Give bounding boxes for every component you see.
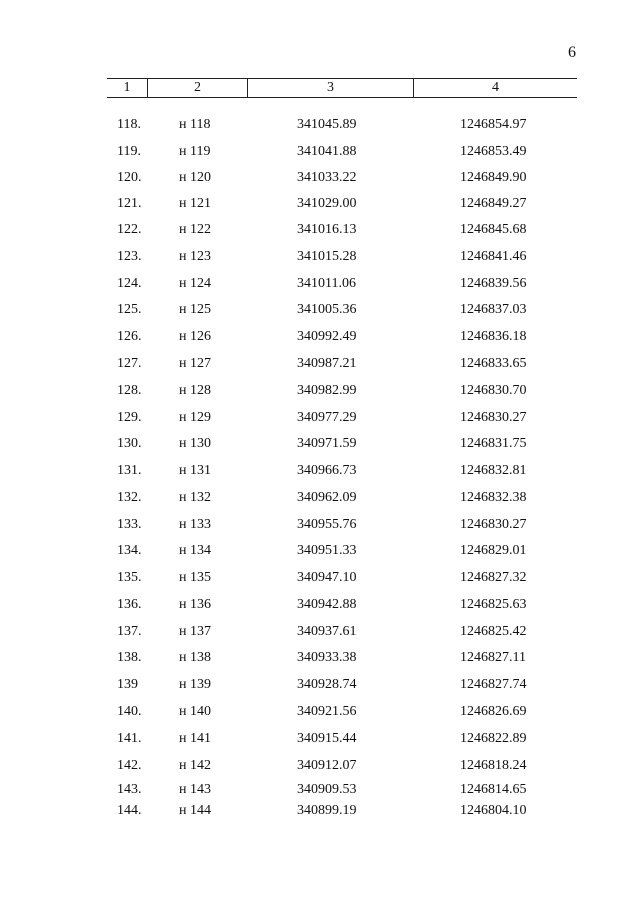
y-coordinate-cell: 1246827.11 xyxy=(460,650,526,665)
row-number-cell: 132. xyxy=(117,490,142,505)
y-coordinate-cell: 1246814.65 xyxy=(460,782,527,797)
point-id-cell: н 128 xyxy=(179,383,211,398)
point-id-cell: н 143 xyxy=(179,782,211,797)
y-coordinate-cell: 1246839.56 xyxy=(460,276,527,291)
row-number-cell: 134. xyxy=(117,543,142,558)
row-number-cell: 126. xyxy=(117,329,142,344)
x-coordinate-cell: 340942.88 xyxy=(297,597,357,612)
x-coordinate-cell: 341041.88 xyxy=(297,144,357,159)
y-coordinate-cell: 1246836.18 xyxy=(460,329,527,344)
y-coordinate-cell: 1246825.42 xyxy=(460,624,527,639)
point-id-cell: н 120 xyxy=(179,170,211,185)
point-id-cell: н 138 xyxy=(179,650,211,665)
point-id-cell: н 130 xyxy=(179,436,211,451)
column-header-4: 4 xyxy=(413,79,577,97)
row-number-cell: 137. xyxy=(117,624,142,639)
row-number-cell: 124. xyxy=(117,276,142,291)
point-id-cell: н 124 xyxy=(179,276,211,291)
point-id-cell: н 123 xyxy=(179,249,211,264)
x-coordinate-cell: 341015.28 xyxy=(297,249,357,264)
x-coordinate-cell: 340909.53 xyxy=(297,782,357,797)
row-number-cell: 140. xyxy=(117,704,142,719)
y-coordinate-cell: 1246829.01 xyxy=(460,543,527,558)
point-id-cell: н 141 xyxy=(179,731,211,746)
x-coordinate-cell: 340982.99 xyxy=(297,383,357,398)
column-header-1: 1 xyxy=(123,80,131,95)
x-coordinate-cell: 340899.19 xyxy=(297,803,357,818)
y-coordinate-cell: 1246827.32 xyxy=(460,570,527,585)
y-coordinate-cell: 1246830.70 xyxy=(460,383,527,398)
y-coordinate-cell: 1246830.27 xyxy=(460,517,527,532)
page-number: 6 xyxy=(568,44,576,61)
x-coordinate-cell: 341005.36 xyxy=(297,302,357,317)
row-number-cell: 130. xyxy=(117,436,142,451)
x-coordinate-cell: 340966.73 xyxy=(297,463,357,478)
x-coordinate-cell: 340992.49 xyxy=(297,329,357,344)
point-id-cell: н 127 xyxy=(179,356,211,371)
row-number-cell: 120. xyxy=(117,170,142,185)
x-coordinate-cell: 341033.22 xyxy=(297,170,357,185)
y-coordinate-cell: 1246804.10 xyxy=(460,803,527,818)
y-coordinate-cell: 1246837.03 xyxy=(460,302,527,317)
x-coordinate-cell: 340947.10 xyxy=(297,570,357,585)
y-coordinate-cell: 1246825.63 xyxy=(460,597,527,612)
x-coordinate-cell: 340937.61 xyxy=(297,624,357,639)
row-number-cell: 125. xyxy=(117,302,142,317)
y-coordinate-cell: 1246818.24 xyxy=(460,758,527,773)
point-id-cell: н 129 xyxy=(179,410,211,425)
point-id-cell: н 140 xyxy=(179,704,211,719)
point-id-cell: н 137 xyxy=(179,624,211,639)
row-number-cell: 136. xyxy=(117,597,142,612)
point-id-cell: н 135 xyxy=(179,570,211,585)
row-number-cell: 122. xyxy=(117,222,142,237)
row-number-cell: 121. xyxy=(117,196,142,211)
point-id-cell: н 125 xyxy=(179,302,211,317)
row-number-cell: 119. xyxy=(117,144,141,159)
row-number-cell: 138. xyxy=(117,650,142,665)
x-coordinate-cell: 340987.21 xyxy=(297,356,357,371)
x-coordinate-cell: 340933.38 xyxy=(297,650,357,665)
point-id-cell: н 121 xyxy=(179,196,211,211)
y-coordinate-cell: 1246830.27 xyxy=(460,410,527,425)
point-id-cell: н 139 xyxy=(179,677,211,692)
row-number-cell: 127. xyxy=(117,356,142,371)
column-header-2: 2 xyxy=(147,79,247,97)
row-number-cell: 141. xyxy=(117,731,142,746)
row-number-cell: 135. xyxy=(117,570,142,585)
x-coordinate-cell: 340928.74 xyxy=(297,677,357,692)
point-id-cell: н 144 xyxy=(179,803,211,818)
x-coordinate-cell: 340962.09 xyxy=(297,490,357,505)
point-id-cell: н 134 xyxy=(179,543,211,558)
point-id-cell: н 133 xyxy=(179,517,211,532)
x-coordinate-cell: 340921.56 xyxy=(297,704,357,719)
point-id-cell: н 118 xyxy=(179,117,211,132)
y-coordinate-cell: 1246841.46 xyxy=(460,249,527,264)
y-coordinate-cell: 1246827.74 xyxy=(460,677,527,692)
point-id-cell: н 119 xyxy=(179,144,211,159)
y-coordinate-cell: 1246833.65 xyxy=(460,356,527,371)
row-number-cell: 142. xyxy=(117,758,142,773)
x-coordinate-cell: 341045.89 xyxy=(297,117,357,132)
y-coordinate-cell: 1246854.97 xyxy=(460,117,527,132)
x-coordinate-cell: 341029.00 xyxy=(297,196,357,211)
row-number-cell: 129. xyxy=(117,410,142,425)
row-number-cell: 144. xyxy=(117,803,142,818)
point-id-cell: н 122 xyxy=(179,222,211,237)
row-number-cell: 128. xyxy=(117,383,142,398)
x-coordinate-cell: 340915.44 xyxy=(297,731,357,746)
x-coordinate-cell: 340951.33 xyxy=(297,543,357,558)
point-id-cell: н 142 xyxy=(179,758,211,773)
column-header-3: 3 xyxy=(247,79,413,97)
y-coordinate-cell: 1246832.38 xyxy=(460,490,527,505)
point-id-cell: н 131 xyxy=(179,463,211,478)
y-coordinate-cell: 1246831.75 xyxy=(460,436,527,451)
y-coordinate-cell: 1246849.27 xyxy=(460,196,527,211)
row-number-cell: 139 xyxy=(117,677,138,692)
row-number-cell: 133. xyxy=(117,517,142,532)
table-header xyxy=(107,78,577,98)
y-coordinate-cell: 1246845.68 xyxy=(460,222,527,237)
y-coordinate-cell: 1246853.49 xyxy=(460,144,527,159)
row-number-cell: 118. xyxy=(117,117,141,132)
point-id-cell: н 132 xyxy=(179,490,211,505)
row-number-cell: 131. xyxy=(117,463,142,478)
x-coordinate-cell: 340977.29 xyxy=(297,410,357,425)
y-coordinate-cell: 1246832.81 xyxy=(460,463,527,478)
x-coordinate-cell: 340912.07 xyxy=(297,758,357,773)
x-coordinate-cell: 341016.13 xyxy=(297,222,357,237)
row-number-cell: 123. xyxy=(117,249,142,264)
row-number-cell: 143. xyxy=(117,782,142,797)
x-coordinate-cell: 340971.59 xyxy=(297,436,357,451)
point-id-cell: н 136 xyxy=(179,597,211,612)
x-coordinate-cell: 341011.06 xyxy=(297,276,356,291)
x-coordinate-cell: 340955.76 xyxy=(297,517,357,532)
y-coordinate-cell: 1246826.69 xyxy=(460,704,527,719)
y-coordinate-cell: 1246849.90 xyxy=(460,170,527,185)
point-id-cell: н 126 xyxy=(179,329,211,344)
y-coordinate-cell: 1246822.89 xyxy=(460,731,527,746)
